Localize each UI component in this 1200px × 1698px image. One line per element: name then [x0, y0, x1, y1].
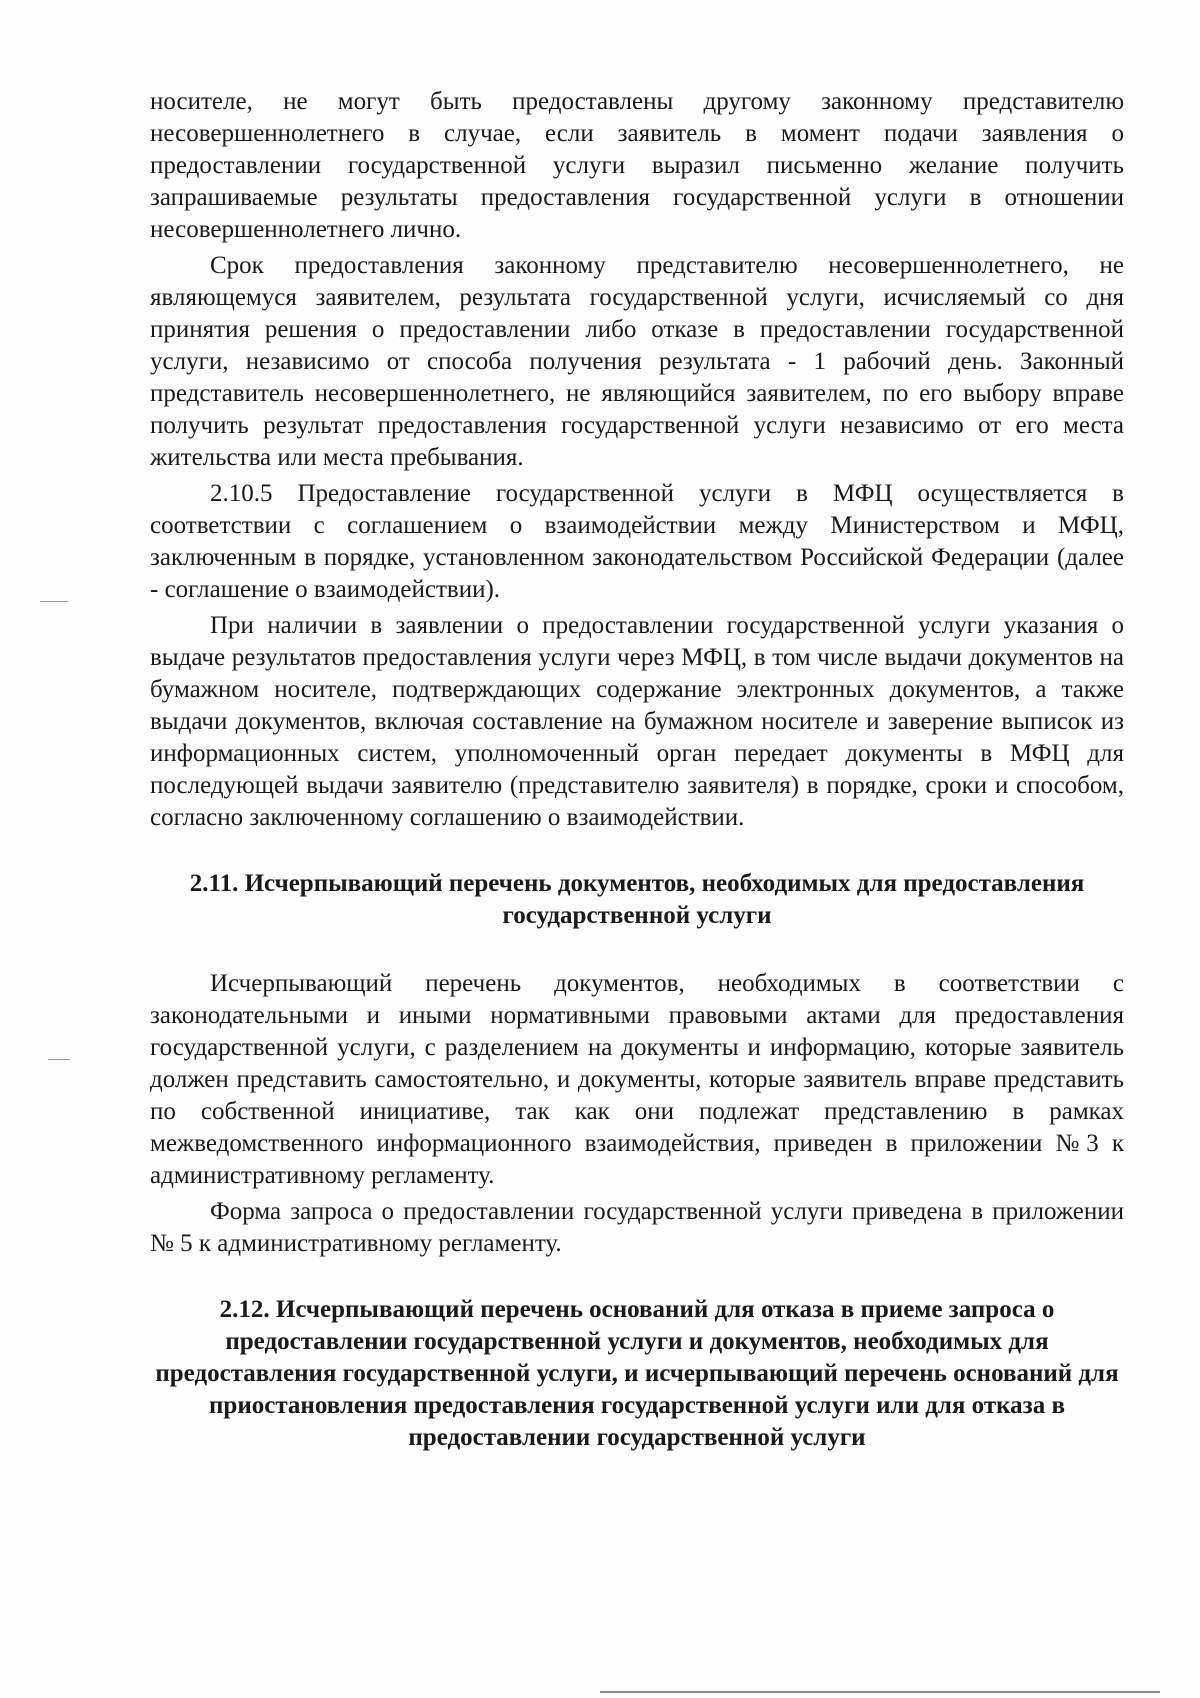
paragraph-result-term: Срок предоставления законному представителю несовершеннолетнего, не являющемуся заявителем, результата государственной услуги, исчисляемый со дня принятия решения о предоставлении либо отказе в предоставлении государственной услуги, независимо от способа получения результата - 1 рабочий день. Законный представитель несовершеннолетнего, не являющийся заявителем, по его выбору вправе получить результат предоставления государственной услуги независимо от его места жительства или места пребывания.	[150, 252, 1124, 471]
document-body	[150, 86, 1124, 1454]
paragraph-carryover: носителе, не могут быть предоставлены другому законному представителю несовершеннолетнего в случае, если заявитель в момент подачи заявления о предоставлении государственной услуги выразил письменно желание получить запрашиваемые результаты предоставления государственной услуги в отношении несовершеннолетнего лично.	[150, 88, 1124, 243]
scan-edge-rule	[600, 1691, 1160, 1693]
section-2-12-heading: 2.12. Исчерпывающий перечень оснований для отказа в приеме запроса о предоставлении государственной услуги и документов, необходимых для предоставления государственной услуги, и исчерпывающий перечень оснований для приостановления предоставления государственной услуги или для отказа в предоставлении государственной услуги	[155, 1296, 1119, 1451]
paragraph-documents-list: Исчерпывающий перечень документов, необходимых в соответствии с законодательными и иными нормативными правовыми актами для предоставления государственной услуги, с разделением на документы и информацию, которые заявитель должен представить самостоятельно, и документы, которые заявитель вправе представить по собственной инициативе, так как они подлежат представлению в рамках межведомственного информационного взаимодействия, приведен в приложении №3 к административному регламенту.	[150, 970, 1124, 1189]
paragraph-mfc-issuance: При наличии в заявлении о предоставлении государственной услуги указания о выдаче результатов предоставления услуги через МФЦ, в том числе выдачи документов на бумажном носителе, подтверждающих содержание электронных документов, а также выдачи документов, включая составление на бумажном носителе и заверение выписок из информационных систем, уполномоченный орган передает документы в МФЦ для последующей выдачи заявителю (представителю заявителя) в порядке, сроки и способом, согласно заключенному соглашению о взаимодействии.	[150, 612, 1124, 831]
section-2-11-heading: 2.11. Исчерпывающий перечень документов, необходимых для предоставления государственной услуги	[189, 870, 1085, 929]
paragraph-request-form: Форма запроса о предоставлении государственной услуги приведена в приложении № 5 к административному регламенту.	[150, 1198, 1124, 1257]
scan-artifact-mark	[40, 601, 68, 602]
paragraph-2-10-5: 2.10.5 Предоставление государственной услуги в МФЦ осуществляется в соответствии с соглашением о взаимодействии между Министерством и МФЦ, заключенным в порядке, установленном законодательством Российской Федерации (далее - соглашение о взаимодействии).	[150, 480, 1124, 603]
scan-artifact-mark	[48, 1059, 70, 1060]
